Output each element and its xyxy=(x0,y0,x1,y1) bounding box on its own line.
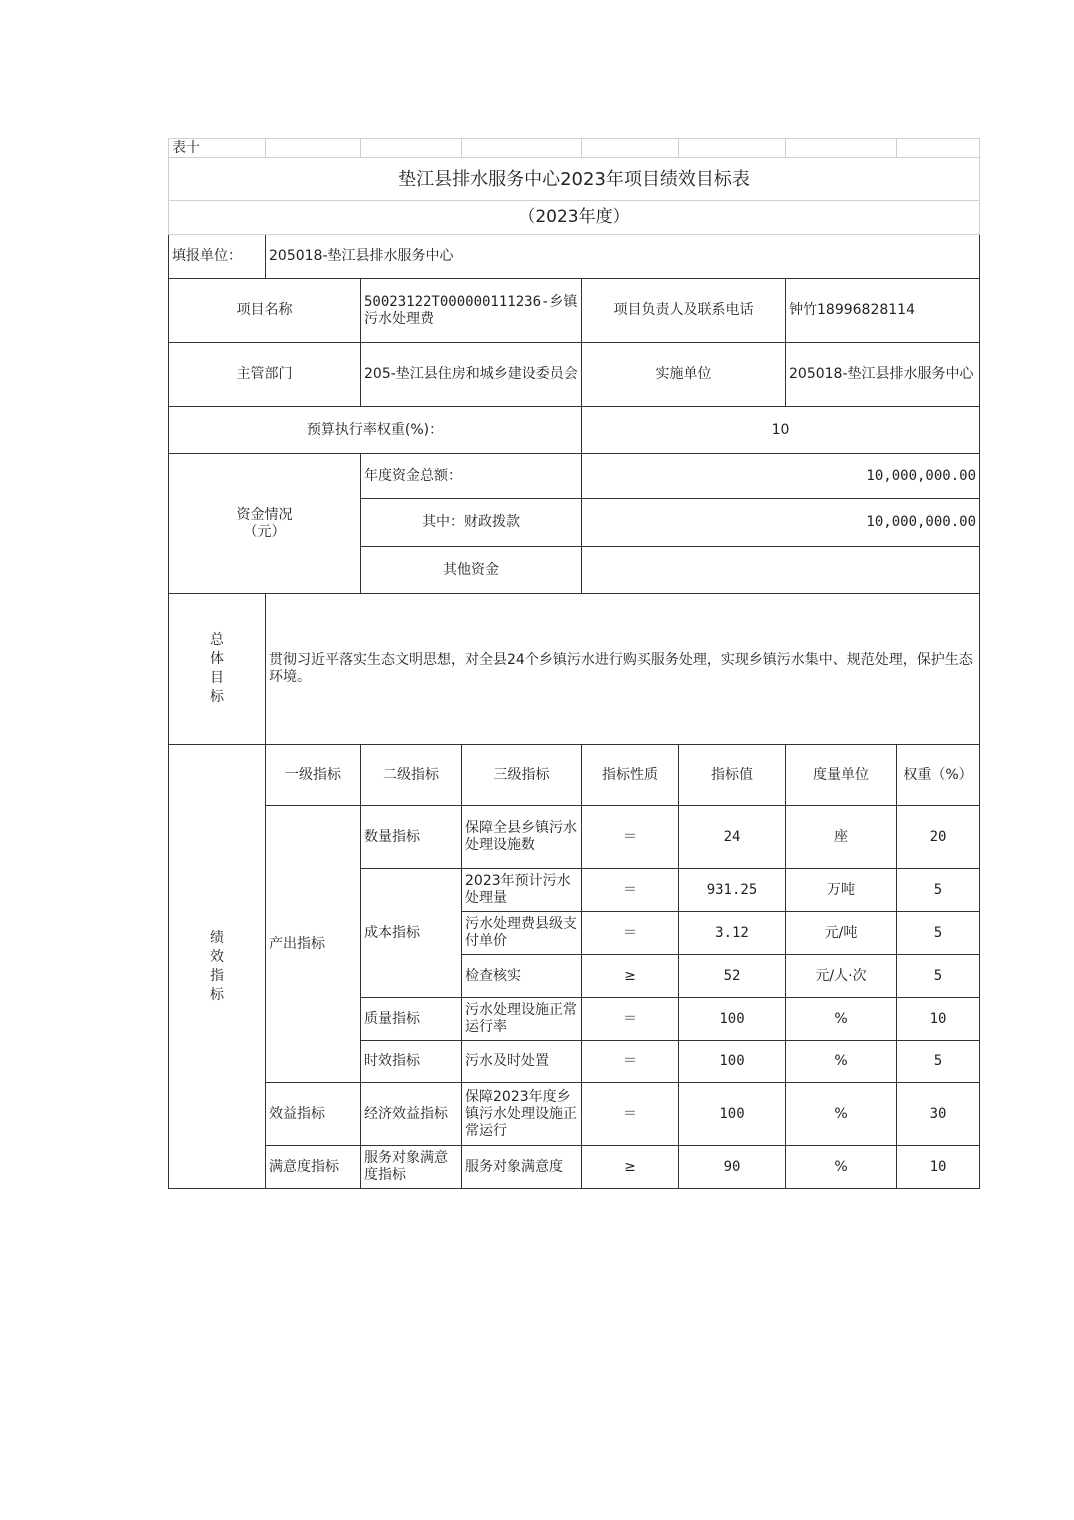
value-cell: 100 xyxy=(679,1041,786,1083)
level2-cost: 成本指标 xyxy=(361,869,462,998)
level3-cell: 检查核实 xyxy=(462,955,582,998)
header-level1: 一级指标 xyxy=(266,745,361,806)
value-cell: 52 xyxy=(679,955,786,998)
weight-cell: 5 xyxy=(897,912,980,955)
weight-cell: 10 xyxy=(897,998,980,1041)
value-cell: 3.12 xyxy=(679,912,786,955)
value-cell: 931.25 xyxy=(679,869,786,912)
funds-total-label: 年度资金总额： xyxy=(361,454,582,499)
dept-value: 205-垫江县住房和城乡建设委员会 xyxy=(361,343,582,407)
level3-cell: 保障全县乡镇污水处理设施数 xyxy=(462,806,582,869)
level2-timeliness: 时效指标 xyxy=(361,1041,462,1083)
level3-cell: 污水处理设施正常运行率 xyxy=(462,998,582,1041)
nature-cell: ＝ xyxy=(582,806,679,869)
level3-cell: 服务对象满意度 xyxy=(462,1146,582,1189)
weight-cell: 5 xyxy=(897,869,980,912)
fill-unit-value: 205018-垫江县排水服务中心 xyxy=(266,235,980,279)
funds-fiscal-label: 其中：财政拨款 xyxy=(361,499,582,547)
fill-unit-label: 填报单位： xyxy=(169,235,266,279)
header-value: 指标值 xyxy=(679,745,786,806)
indicators-label: 绩 效 指 标 xyxy=(210,929,224,1003)
performance-target-table xyxy=(168,138,980,1189)
value-cell: 90 xyxy=(679,1146,786,1189)
budget-rate-label: 预算执行率权重(%)： xyxy=(169,407,582,454)
unit-cell: 元/吨 xyxy=(786,912,897,955)
funds-total-value: 10,000,000.00 xyxy=(582,454,980,499)
budget-rate-value: 10 xyxy=(582,407,980,454)
header-nature: 指标性质 xyxy=(582,745,679,806)
page-subtitle: （2023年度） xyxy=(169,201,980,235)
weight-cell: 10 xyxy=(897,1146,980,1189)
project-contact-label: 项目负责人及联系电话 xyxy=(582,279,786,343)
table-row xyxy=(169,806,980,869)
level3-cell: 污水及时处置 xyxy=(462,1041,582,1083)
unit-cell: 座 xyxy=(786,806,897,869)
impl-unit-label: 实施单位 xyxy=(582,343,786,407)
table-row xyxy=(169,1146,980,1189)
nature-cell: ≥ xyxy=(582,1146,679,1189)
header-unit: 度量单位 xyxy=(786,745,897,806)
weight-cell: 20 xyxy=(897,806,980,869)
header-level3: 三级指标 xyxy=(462,745,582,806)
impl-unit-value: 205018-垫江县排水服务中心 xyxy=(786,343,980,407)
page-title: 垫江县排水服务中心2023年项目绩效目标表 xyxy=(169,158,980,201)
funds-fiscal-value: 10,000,000.00 xyxy=(582,499,980,547)
nature-cell: ＝ xyxy=(582,1041,679,1083)
nature-cell: ≥ xyxy=(582,955,679,998)
level2-service-satisfaction: 服务对象满意度指标 xyxy=(361,1146,462,1189)
dept-label: 主管部门 xyxy=(169,343,361,407)
weight-cell: 5 xyxy=(897,1041,980,1083)
level1-benefit: 效益指标 xyxy=(266,1083,361,1146)
funds-label: 资金情况 （元） xyxy=(169,454,361,594)
project-name-label: 项目名称 xyxy=(169,279,361,343)
weight-cell: 30 xyxy=(897,1083,980,1146)
table-label: 表十 xyxy=(169,139,266,158)
unit-cell: 元/人·次 xyxy=(786,955,897,998)
header-weight: 权重（%） xyxy=(897,745,980,806)
value-cell: 100 xyxy=(679,998,786,1041)
nature-cell: ＝ xyxy=(582,869,679,912)
overall-goal-label: 总 体 目 标 xyxy=(210,632,224,705)
funds-other-label: 其他资金 xyxy=(361,547,582,594)
level3-cell: 保障2023年度乡镇污水处理设施正常运行 xyxy=(462,1083,582,1146)
indicators-label-cell xyxy=(169,745,266,1189)
level2-economic: 经济效益指标 xyxy=(361,1083,462,1146)
header-level2: 二级指标 xyxy=(361,745,462,806)
level2-quality: 质量指标 xyxy=(361,998,462,1041)
nature-cell: ＝ xyxy=(582,912,679,955)
table-row xyxy=(169,1083,980,1146)
project-name-value: 50023122T000000111236-乡镇污水处理费 xyxy=(361,279,582,343)
level3-cell: 2023年预计污水处理量 xyxy=(462,869,582,912)
value-cell: 100 xyxy=(679,1083,786,1146)
level1-output: 产出指标 xyxy=(266,806,361,1083)
project-contact-value: 钟竹18996828114 xyxy=(786,279,980,343)
level3-cell: 污水处理费县级支付单价 xyxy=(462,912,582,955)
nature-cell: ＝ xyxy=(582,1083,679,1146)
overall-goal-text: 贯彻习近平落实生态文明思想，对全县24个乡镇污水进行购买服务处理，实现乡镇污水集中、规范处理，保护生态环境。 xyxy=(266,594,980,745)
unit-cell: % xyxy=(786,1041,897,1083)
level1-satisfaction: 满意度指标 xyxy=(266,1146,361,1189)
funds-other-value xyxy=(582,547,980,594)
nature-cell: ＝ xyxy=(582,998,679,1041)
overall-goal-label-cell xyxy=(169,594,266,745)
level2-quantity: 数量指标 xyxy=(361,806,462,869)
unit-cell: % xyxy=(786,998,897,1041)
unit-cell: % xyxy=(786,1146,897,1189)
weight-cell: 5 xyxy=(897,955,980,998)
unit-cell: % xyxy=(786,1083,897,1146)
unit-cell: 万吨 xyxy=(786,869,897,912)
value-cell: 24 xyxy=(679,806,786,869)
